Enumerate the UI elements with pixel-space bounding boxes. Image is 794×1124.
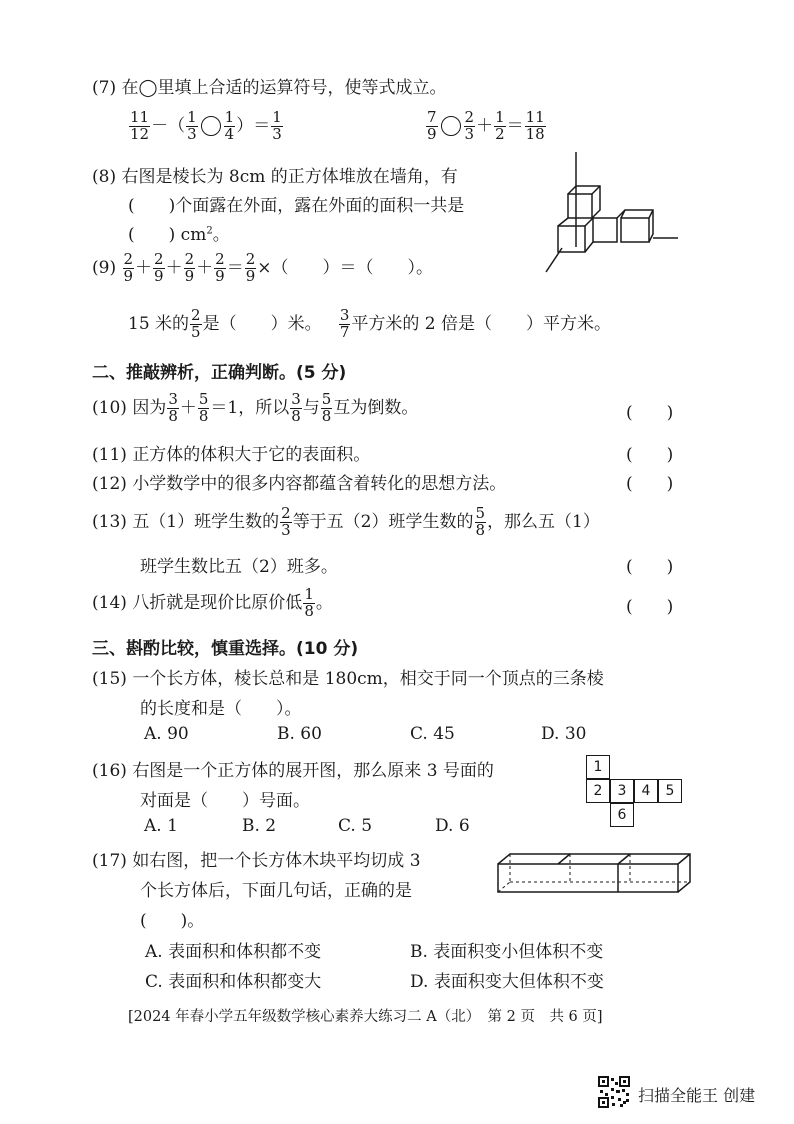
fraction: $\frac{7}{9}$ (427, 108, 437, 143)
fraction: $\frac{5}{8}$ (198, 390, 209, 425)
q7-text: 在◯里填上合适的运算符号，使等式成立。 (121, 78, 447, 98)
q15-option-a[interactable]: A. 90 (144, 724, 189, 744)
fraction: $\frac{2}{3}$ (281, 504, 291, 539)
fraction: $\frac{2}{9}$ (215, 250, 225, 285)
section-2-title: 二、推敲辨析，正确判断。(5 分) (92, 363, 347, 383)
q11: (11) 正方体的体积大于它的表面积。 (92, 445, 371, 465)
q16-option-d[interactable]: D. 6 (435, 816, 470, 836)
fraction: $\frac{2}{9}$ (184, 250, 195, 285)
fraction: $\frac{1}{3}$ (272, 108, 282, 143)
blank-circle[interactable] (201, 116, 221, 136)
q9-line-2: 15 米的 $\frac{2}{5}$ 是（ ）米。 $\frac{3}{7}$ 平方米的 2 倍是（ ）平方米。 (128, 306, 611, 341)
q10: (10) 因为 $\frac{3}{8}$ ＋ $\frac{5}{8}$ ＝1，所以 $\frac{3}{8}$ 与 $\frac{5}{8}$ 互为倒数。 (92, 390, 419, 425)
fraction: $\frac{1}{3}$ (187, 108, 197, 143)
answer-paren-q10[interactable]: ( ) (626, 403, 674, 423)
q17-line-2: 个长方体后，下面几句话，正确的是 (140, 881, 412, 901)
cube-stack-figure (540, 152, 690, 274)
fraction: $\frac{2}{9}$ (123, 250, 134, 285)
answer-paren-q14[interactable]: ( ) (626, 597, 674, 617)
cuboid-cut-figure (494, 850, 694, 898)
fraction: $\frac{2}{9}$ (154, 250, 164, 285)
fraction: $\frac{2}{5}$ (191, 306, 201, 341)
fraction: $\frac{1}{2}$ (495, 108, 505, 143)
net-face-6: 6 (610, 803, 634, 827)
net-face-1: 1 (586, 755, 610, 779)
fraction: $\frac{5}{8}$ (475, 504, 486, 539)
q17-line-3: ( )。 (140, 911, 205, 931)
cuboid-lines (498, 854, 690, 892)
q9-line-1: (9) $\frac{2}{9}$ ＋ $\frac{2}{9}$ ＋ $\frac{2}{9}$ ＋ $\frac{2}{9}$ ＝ $\frac{2}{9}$ ×（ ）＝（ ）。 (92, 250, 433, 285)
page-footer: [2024 年春小学五年级数学核心素养大练习二 A（北） 第 2 页 共 6 页] (128, 1009, 603, 1025)
fraction: $\frac{3}{8}$ (291, 390, 301, 425)
fraction: $\frac{1}{8}$ (304, 585, 314, 620)
q16-line-2: 对面是（ ）号面。 (140, 791, 310, 811)
q16-line-1: (16) 右图是一个正方体的展开图，那么原来 3 号面的 (92, 761, 494, 781)
net-face-5: 5 (658, 779, 682, 803)
q17-option-b[interactable]: B. 表面积变小但体积不变 (410, 942, 604, 962)
q12: (12) 小学数学中的很多内容都蕴含着转化的思想方法。 (92, 474, 507, 494)
q15-option-c[interactable]: C. 45 (410, 724, 455, 744)
q15-line-1: (15) 一个长方体，棱长总和是 180cm，相交于同一个顶点的三条棱 (92, 669, 604, 689)
net-face-3: 3 (610, 779, 634, 803)
q15-line-2: 的长度和是（ ）。 (140, 699, 302, 719)
q15-option-b[interactable]: B. 60 (277, 724, 322, 744)
section-3-title: 三、斟酌比较，慎重选择。(10 分) (92, 639, 359, 659)
q16-option-c[interactable]: C. 5 (338, 816, 373, 836)
q8-line-2: ( )个面露在外面，露在外面的面积一共是 (128, 196, 465, 216)
qr-code-icon (598, 1076, 630, 1108)
q15-option-d[interactable]: D. 30 (541, 724, 587, 744)
q14: (14) 八折就是现价比原价低 $\frac{1}{8}$ 。 (92, 585, 333, 620)
q8-line-3: ( ) $cm^2$。 (128, 225, 230, 245)
net-face-2: 2 (586, 779, 610, 803)
q7-equation-2: $\frac{7}{9}$ $\frac{2}{3}$ ＋ $\frac{1}{2}$ ＝ $\frac{11}{18}$ (427, 108, 545, 143)
fraction: $\frac{3}{7}$ (339, 306, 350, 341)
q16-option-a[interactable]: A. 1 (144, 816, 178, 836)
q13-line-1: (13) 五（1）班学生数的 $\frac{2}{3}$ 等于五（2）班学生数的 $\frac{5}{8}$ ，那么五（1） (92, 504, 600, 539)
cube-stack-lines (546, 152, 678, 272)
q17-line-1: (17) 如右图，把一个长方体木块平均切成 3 (92, 851, 421, 871)
answer-paren-q12[interactable]: ( ) (626, 474, 674, 494)
q9-number: (9) (92, 257, 117, 278)
fraction: $\frac{2}{3}$ (464, 108, 475, 143)
q17-option-a[interactable]: A. 表面积和体积都不变 (145, 942, 322, 962)
q7-stem (92, 73, 447, 98)
fraction: $\frac{1}{4}$ (224, 108, 235, 143)
q13-line-2: 班学生数比五（2）班多。 (140, 557, 338, 577)
answer-paren-q13[interactable]: ( ) (626, 557, 674, 577)
fraction: $\frac{3}{8}$ (168, 390, 178, 425)
answer-paren-q11[interactable]: ( ) (626, 445, 674, 465)
q16-option-b[interactable]: B. 2 (242, 816, 277, 836)
fraction: $\frac{2}{9}$ (245, 250, 256, 285)
blank-circle[interactable] (441, 116, 461, 136)
net-face-4: 4 (634, 779, 658, 803)
fraction: $\frac{11}{12}$ (130, 108, 150, 143)
q7-equation-1: $\frac{11}{12}$ －（ $\frac{1}{3}$ $\frac{1}{4}$ ）＝ $\frac{1}{3}$ (130, 108, 282, 143)
q8-line-1: (8) 右图是棱长为 8cm 的正方体堆放在墙角，有 (92, 167, 458, 187)
q7-number: (7) (92, 78, 117, 98)
q17-option-c[interactable]: C. 表面积和体积都变大 (145, 972, 322, 992)
q17-option-d[interactable]: D. 表面积变大但体积不变 (410, 972, 604, 992)
q8-number: (8) (92, 167, 117, 187)
scanner-watermark: 扫描全能王 创建 (638, 1086, 756, 1105)
fraction: $\frac{11}{18}$ (525, 108, 545, 143)
cube-net-figure (584, 755, 688, 827)
fraction: $\frac{5}{8}$ (321, 390, 332, 425)
